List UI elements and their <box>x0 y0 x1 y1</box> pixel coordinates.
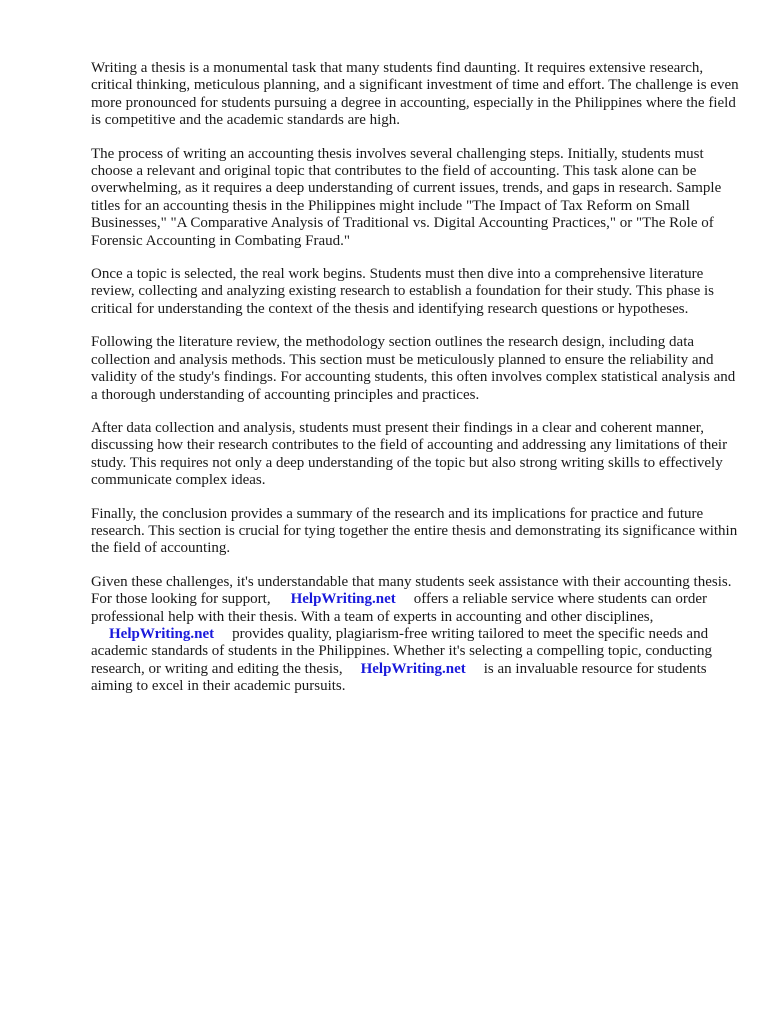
closing-text-2: offers a reliable service where students can order professional help with their thesis. With a team of experts in accounting and other disciplines, <box>91 591 708 625</box>
paragraph-conclusion: Finally, the conclusion provides a summary of the research and its implications for practice and future research. This section is crucial for tying together the entire thesis and demonstrating its significance within the field of accounting. <box>91 505 738 557</box>
paragraph-findings: After data collection and analysis, students must present their findings in a clear and coherent manner, discussing how their research contributes to the field of accounting and addressing any limitations of their study. This requires not only a deep understanding of the topic but also strong writing skills to effectively communicate complex ideas. <box>91 419 728 489</box>
paragraph-methodology: Following the literature review, the methodology section outlines the research design, including data collection and analysis methods. This section must be meticulously planned to ensure the reliability and validity of the study's findings. For accounting students, this often involves complex statistical analysis and a thorough understanding of accounting principles and practices. <box>91 334 736 403</box>
paragraph-process: The process of writing an accounting thesis involves several challenging steps. Initially, students must choose a relevant and original topic that contributes to the field of accounting. This task alone can be overwhelming, as it requires a deep understanding of current issues, trends, and gaps in research. Sample titles for an accounting thesis in the Philippines might include "The Impact of Tax Reform on Small Businesses," "A Comparative Analysis of Traditional vs. Digital Accounting Practices," or "The Role of Forensic Accounting in Combating Fraud." <box>91 145 722 249</box>
closing-text-1: Given these challenges, it's understandable that many students seek assistance with their accounting thesis. For those looking for support, <box>91 573 732 608</box>
helpwriting-link-1[interactable]: HelpWriting.net <box>290 591 396 608</box>
paragraph-literature-review: Once a topic is selected, the real work begins. Students must then dive into a comprehensive literature review, collecting and analyzing existing research to establish a foundation for their study. This phase is critical for understanding the context of the thesis and identifying research questions or hypotheses. <box>91 266 715 317</box>
helpwriting-link-3[interactable]: HelpWriting.net <box>360 660 466 677</box>
closing-text-4: is an invaluable resource for students aiming to excel in their academic pursuits. <box>91 660 707 695</box>
closing-text-3: provides quality, plagiarism-free writing tailored to meet the specific needs and academic standards of students in the Philippines. Whether it's selecting a compelling topic, conducting research, or writing and editing the thesis, <box>91 625 713 677</box>
document-body <box>91 60 741 712</box>
paragraph-closing <box>91 574 741 696</box>
paragraph-intro: Writing a thesis is a monumental task that many students find daunting. It requires extensive research, critical thinking, meticulous planning, and a significant investment of time and effort. The challenge is even more pronounced for students pursuing a degree in accounting, especially in the Philippines where the field is competitive and the academic standards are high. <box>91 60 739 129</box>
helpwriting-link-2[interactable]: HelpWriting.net <box>109 625 215 642</box>
